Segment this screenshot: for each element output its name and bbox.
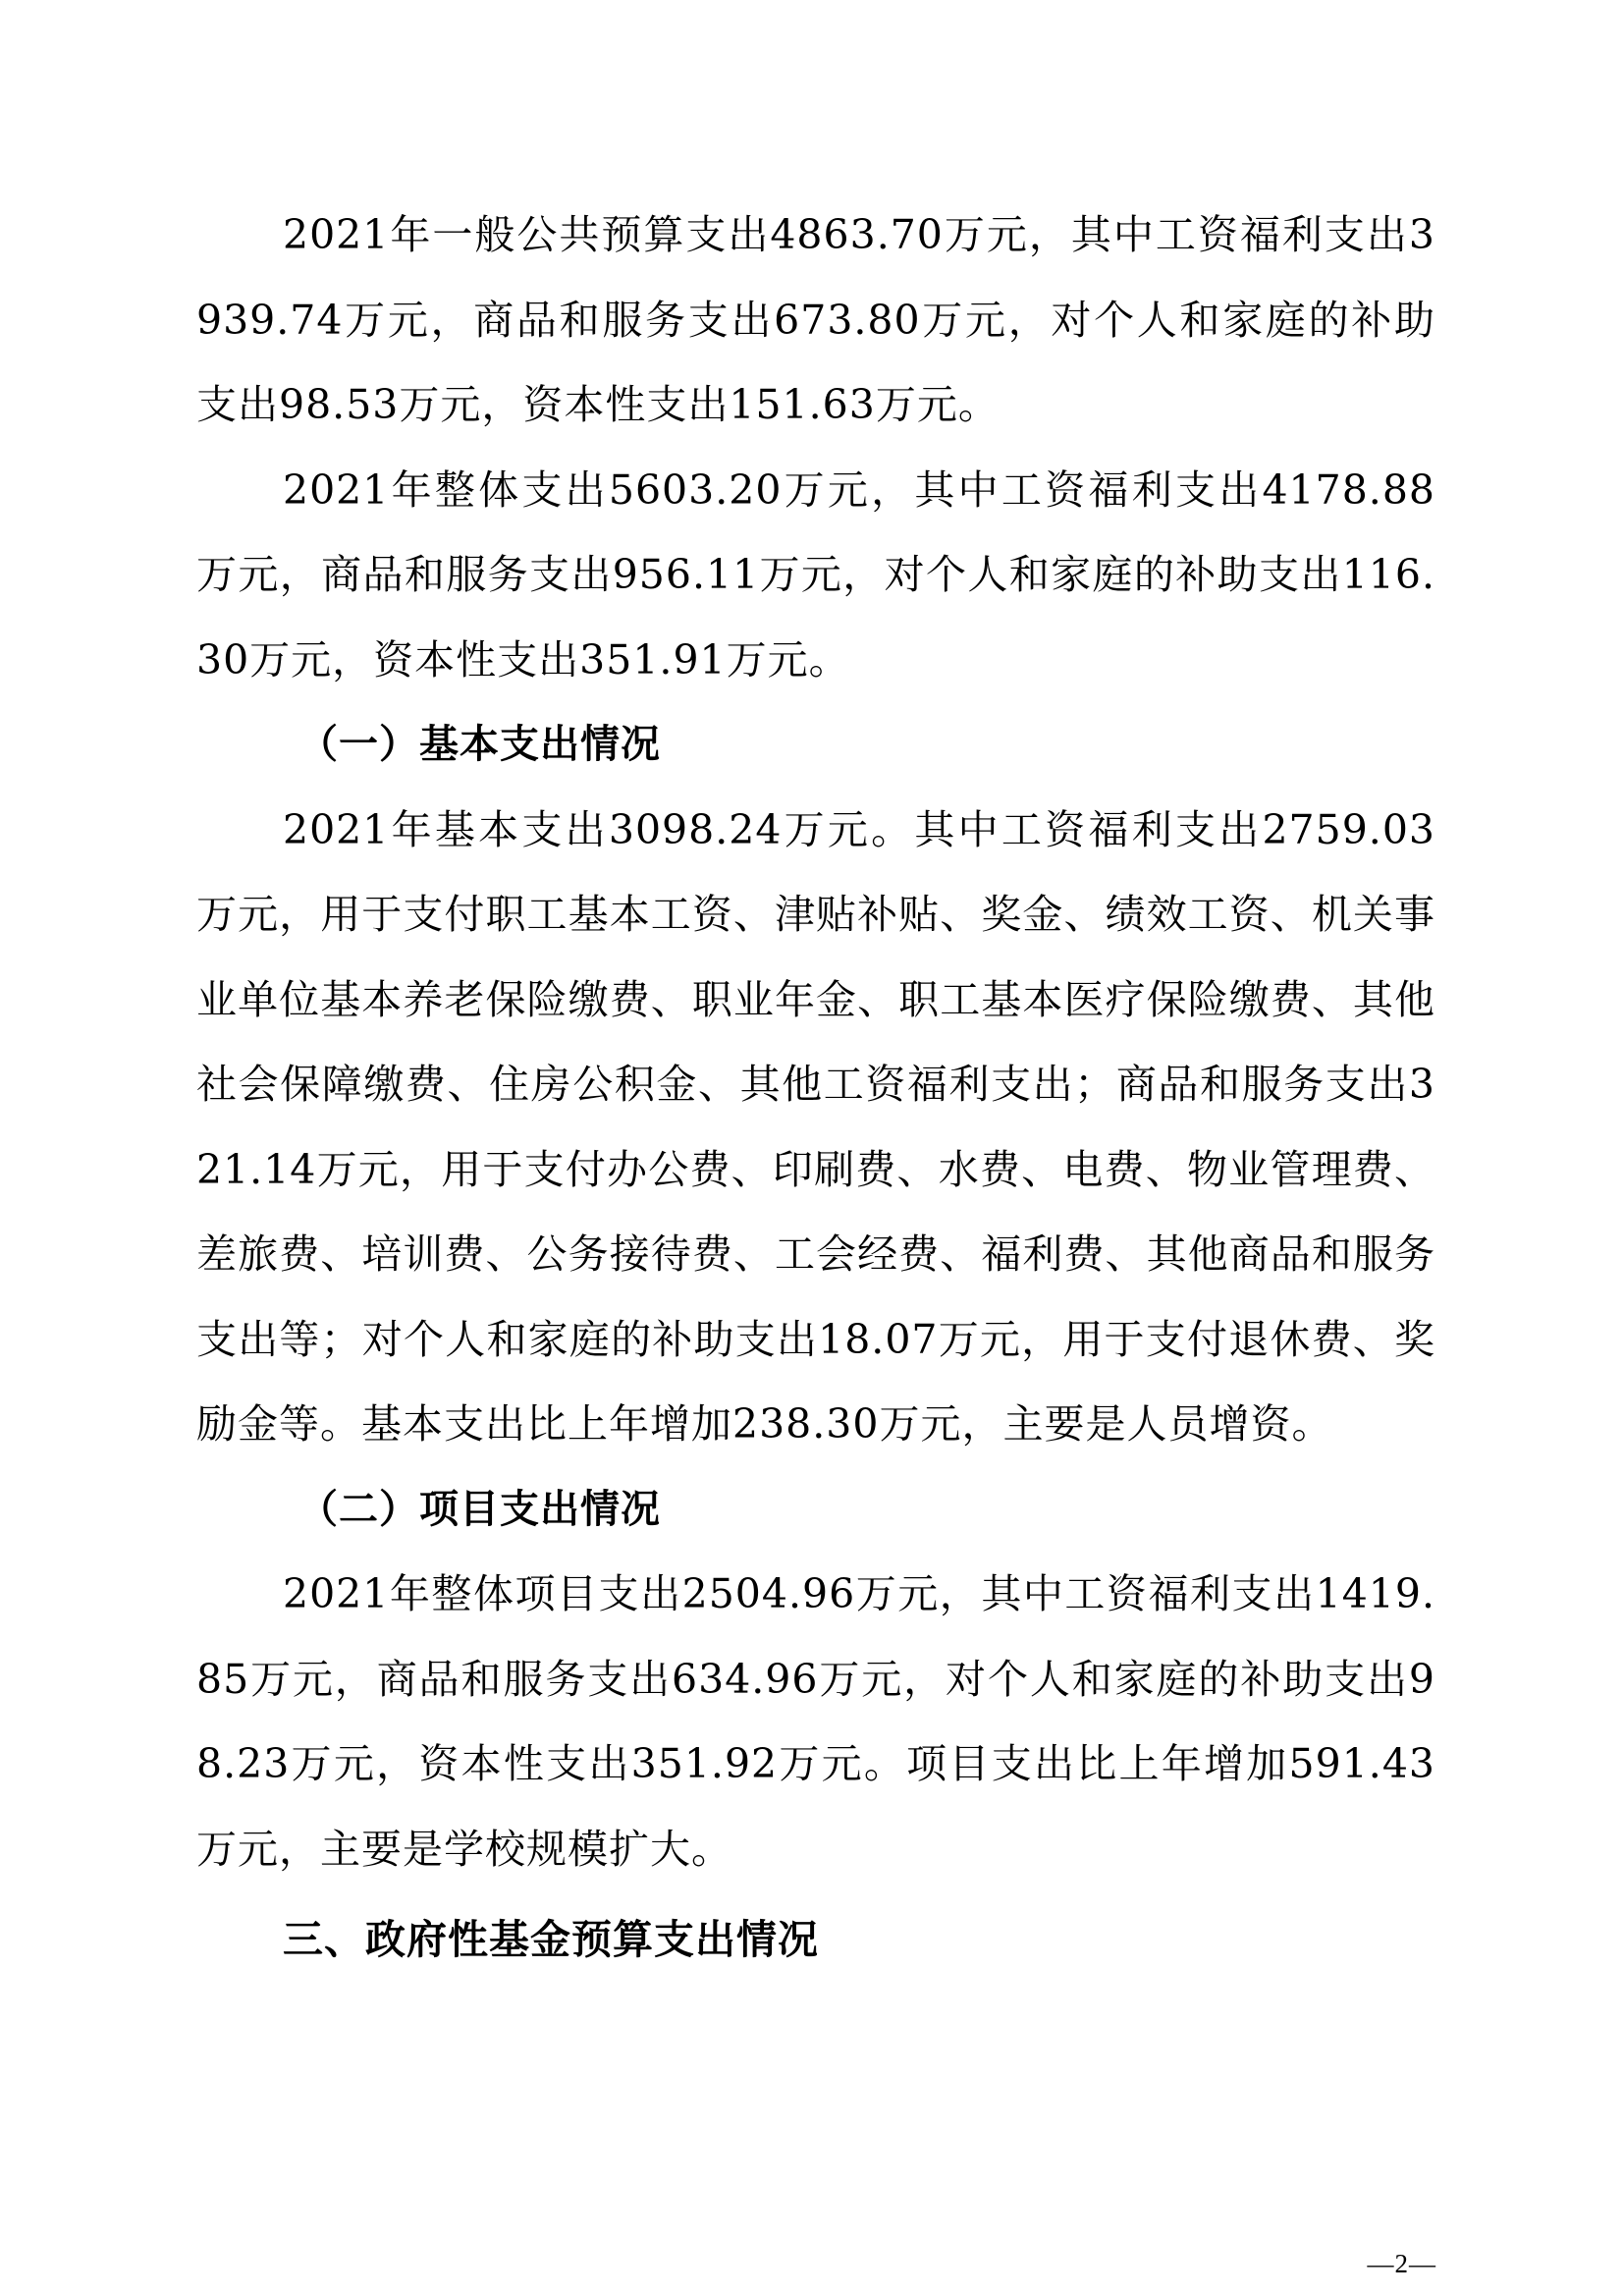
paragraph-basic-expenditure: 2021年基本支出3098.24万元。其中工资福利支出2759.03万元，用于支付职工基本工资、津贴补贴、奖金、绩效工资、机关事业单位基本养老保险缴费、职业年金、职工基本医疗保险缴费、其他社会保障缴费、住房公积金、其他工资福利支出；商品和服务支出321.14万元，用于支付办公费、印刷费、水费、电费、物业管理费、差旅费、培训费、公务接待费、工会经费、福利费、其他商品和服务支出等；对个人和家庭的补助支出18.07万元，用于支付退休费、奖励金等。基本支出比上年增加238.30万元，主要是人员增资。: [196, 805, 1435, 1448]
heading-government-fund: 三、政府性基金预算支出情况: [283, 1916, 819, 1963]
paragraph-total-expenditure: 2021年整体支出5603.20万元，其中工资福利支出4178.88万元，商品和服务支出956.11万元，对个人和家庭的补助支出116.30万元，资本性支出351.91万元。: [196, 465, 1435, 683]
paragraph-general-budget: 2021年一般公共预算支出4863.70万元，其中工资福利支出3939.74万元，商品和服务支出673.80万元，对个人和家庭的补助支出98.53万元，资本性支出151.63万元。: [196, 211, 1435, 428]
paragraph-project-expenditure: 2021年整体项目支出2504.96万元，其中工资福利支出1419.85万元，商品和服务支出634.96万元，对个人和家庭的补助支出98.23万元，资本性支出351.92万元。项目支出比上年增加591.43万元，主要是学校规模扩大。: [196, 1570, 1435, 1873]
heading-project-expenditure: （二）项目支出情况: [298, 1485, 661, 1532]
heading-basic-expenditure: （一）基本支出情况: [298, 721, 661, 767]
page-number: —2—: [1367, 2249, 1436, 2278]
document-body: [196, 192, 1435, 1983]
